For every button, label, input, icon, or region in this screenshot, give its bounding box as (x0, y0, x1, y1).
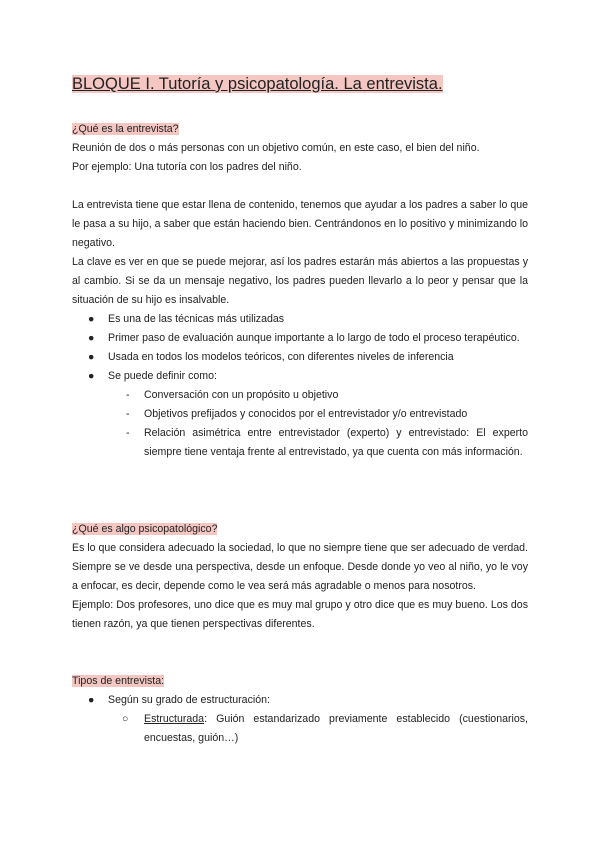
document-title (72, 74, 443, 94)
dash-icon: - (126, 427, 130, 439)
paragraph: Es lo que considera adecuado la sociedad, lo que no siempre tiene que ser adecuado de verdad. Siempre se ve desde una perspectiva, desde un enfoque. Desde donde yo veo al niño, yo le voy a enfocar, es decir, depende como le vea será más agradable o menos para nosotros. (72, 542, 528, 592)
section-heading: ¿Qué es algo psicopatológico? (72, 523, 218, 535)
paragraph: Por ejemplo: Una tutoría con los padres del niño. (72, 161, 302, 173)
section-what-is-interview (72, 120, 528, 177)
list-item: ● Según su grado de estructuración: (72, 691, 528, 710)
sub-list (72, 386, 528, 462)
paragraph: Reunión de dos o más personas con un objetivo común, en este caso, el bien del niño. (72, 142, 480, 154)
sub-list-item: - Relación asimétrica entre entrevistador (experto) y entrevistado: El experto siempre tiene ventaja frente al entrevistado, ya que cuenta con más información. (72, 424, 528, 462)
circle-bullet-icon: ○ (122, 713, 129, 725)
sub-list-item: - Objetivos prefijados y conocidos por el entrevistador y/o entrevistado (72, 405, 528, 424)
list-item: ● Primer paso de evaluación aunque importante a lo largo de todo el proceso terapéutico. (72, 329, 528, 348)
bullet-icon: ● (88, 313, 95, 325)
list-item: ● Es una de las técnicas más utilizadas (72, 310, 528, 329)
list-item: ● Usada en todos los modelos teóricos, con diferentes niveles de inferencia (72, 348, 528, 367)
title-text: BLOQUE I. Tutoría y psicopatología. La entrevista. (72, 75, 443, 93)
dash-icon: - (126, 408, 130, 420)
dash-icon: - (126, 389, 130, 401)
term: Estructurada (144, 713, 205, 725)
paragraph: La clave es ver en que se puede mejorar, así los padres estarán más abiertos a las propuestas y al cambio. Si se da un mensaje negativo, los padres pueden llevarlo a lo peor y pensar que la situación de su hijo es insalvable. (72, 256, 528, 306)
bullet-list (72, 691, 528, 710)
section-interview-types (72, 672, 528, 748)
bullet-list (72, 310, 528, 386)
section-what-is-psychopathological (72, 520, 528, 634)
sub-list (72, 710, 528, 748)
sub-list-item: ○ Estructurada: Guión estandarizado previamente establecido (cuestionarios, encuestas, guión…) (72, 710, 528, 748)
list-item: ● Se puede definir como: (72, 367, 528, 386)
bullet-icon: ● (88, 370, 95, 382)
section-interview-content (72, 196, 528, 462)
sub-list-item: - Conversación con un propósito u objetivo (72, 386, 528, 405)
bullet-icon: ● (88, 332, 95, 344)
section-heading: ¿Qué es la entrevista? (72, 123, 179, 135)
paragraph: Ejemplo: Dos profesores, uno dice que es muy mal grupo y otro dice que es muy bueno. Los dos tienen razón, ya que tienen perspectivas diferentes. (72, 599, 528, 630)
bullet-icon: ● (88, 351, 95, 363)
paragraph: La entrevista tiene que estar llena de contenido, tenemos que ayudar a los padres a saber lo que le pasa a su hijo, a saber que están haciendo bien. Centrándonos en lo positivo y minimizando lo negativo. (72, 199, 528, 249)
bullet-icon: ● (88, 694, 95, 706)
section-heading: Tipos de entrevista: (72, 675, 165, 687)
